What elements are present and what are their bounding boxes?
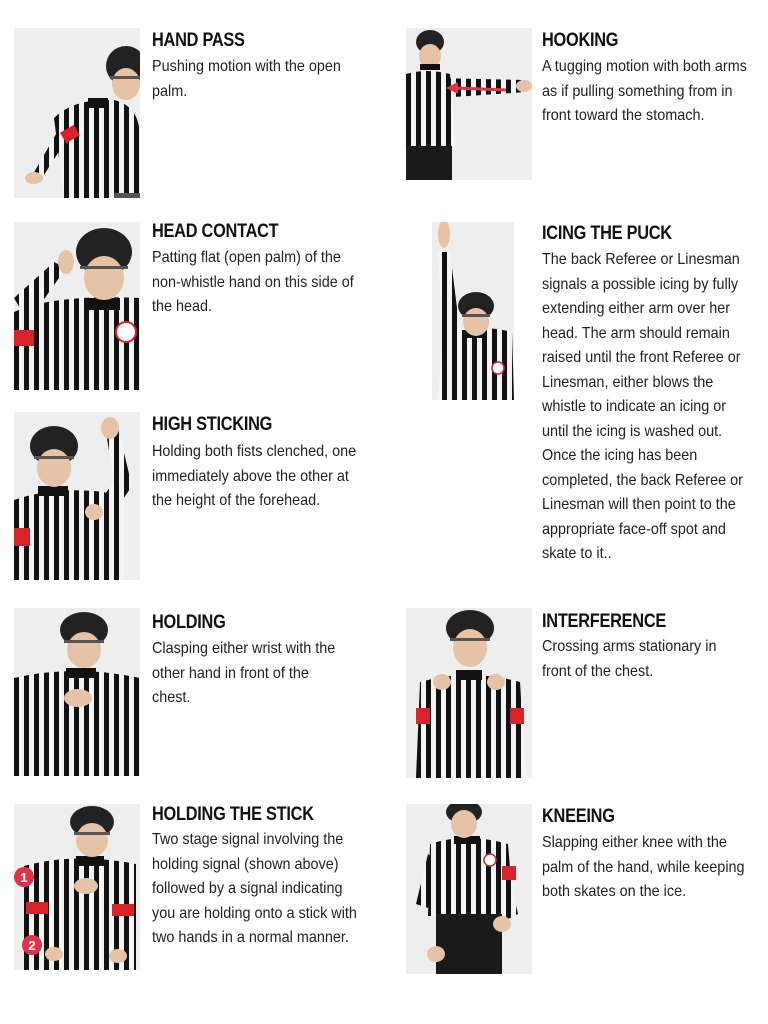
head-contact-photo xyxy=(14,222,140,390)
interference-description: Crossing arms stationary in front of the chest. xyxy=(542,638,717,680)
holding-the-stick-title: HOLDING THE STICK xyxy=(152,804,314,825)
high-sticking-description: Holding both fists clenched, one immediately above the other at the height of the forehead. xyxy=(152,443,357,509)
holding-the-stick-photo xyxy=(14,804,140,970)
interference-title: INTERFERENCE xyxy=(542,611,667,632)
referee-figure xyxy=(406,608,532,778)
holding-description: Clasping either wrist with the other hand in front of the chest. xyxy=(152,640,336,706)
referee-figure xyxy=(14,28,140,198)
holding-photo xyxy=(14,608,140,776)
icing-the-puck-title: ICING THE PUCK xyxy=(542,223,672,244)
holding-the-stick-description: Two stage signal involving the holding signal (shown above) followed by a signal indicating you are holding onto a stick with two hands in a normal manner. xyxy=(152,831,357,946)
referee-figure xyxy=(14,608,140,776)
step-badge-2-label: 2 xyxy=(28,938,36,953)
kneeing-title: KNEEING xyxy=(542,806,615,827)
kneeing-description: Slapping either knee with the palm of the hand, while keeping both skates on the ice. xyxy=(542,834,745,900)
referee-figure xyxy=(14,804,140,970)
high-sticking-photo xyxy=(14,412,140,580)
hooking-description: A tugging motion with both arms as if pulling something from in front toward the stomach. xyxy=(542,58,747,124)
interference-photo xyxy=(406,608,532,778)
hooking-photo xyxy=(406,28,532,180)
hand-pass-title: HAND PASS xyxy=(152,30,245,51)
referee-figure xyxy=(14,412,140,580)
head-contact-description: Patting flat (open palm) of the non-whistle hand on this side of the head. xyxy=(152,249,354,315)
head-contact-title: HEAD CONTACT xyxy=(152,221,279,242)
hand-pass-description: Pushing motion with the open palm. xyxy=(152,58,341,100)
icing-the-puck-description: The back Referee or Linesman signals a possible icing by fully extending either arm over her head. The arm should remain raised until the front Referee or Linesman, either blows the whistle to indicate an icing or until the icing is washed out. Once the icing has been completed, the back Referee or Linesman will then point to the appropriate face-off spot and skate to it.. xyxy=(542,251,743,562)
hand-pass-photo xyxy=(14,28,140,198)
referee-figure xyxy=(406,28,532,180)
step-badge-1-label: 1 xyxy=(20,870,28,885)
kneeing-photo xyxy=(406,804,532,974)
high-sticking-title: HIGH STICKING xyxy=(152,414,273,435)
hooking-title: HOOKING xyxy=(542,30,619,51)
icing-the-puck-photo xyxy=(432,222,514,400)
holding-title: HOLDING xyxy=(152,612,226,633)
referee-figure xyxy=(406,804,532,974)
referee-figure xyxy=(14,222,140,390)
referee-figure xyxy=(432,222,514,400)
